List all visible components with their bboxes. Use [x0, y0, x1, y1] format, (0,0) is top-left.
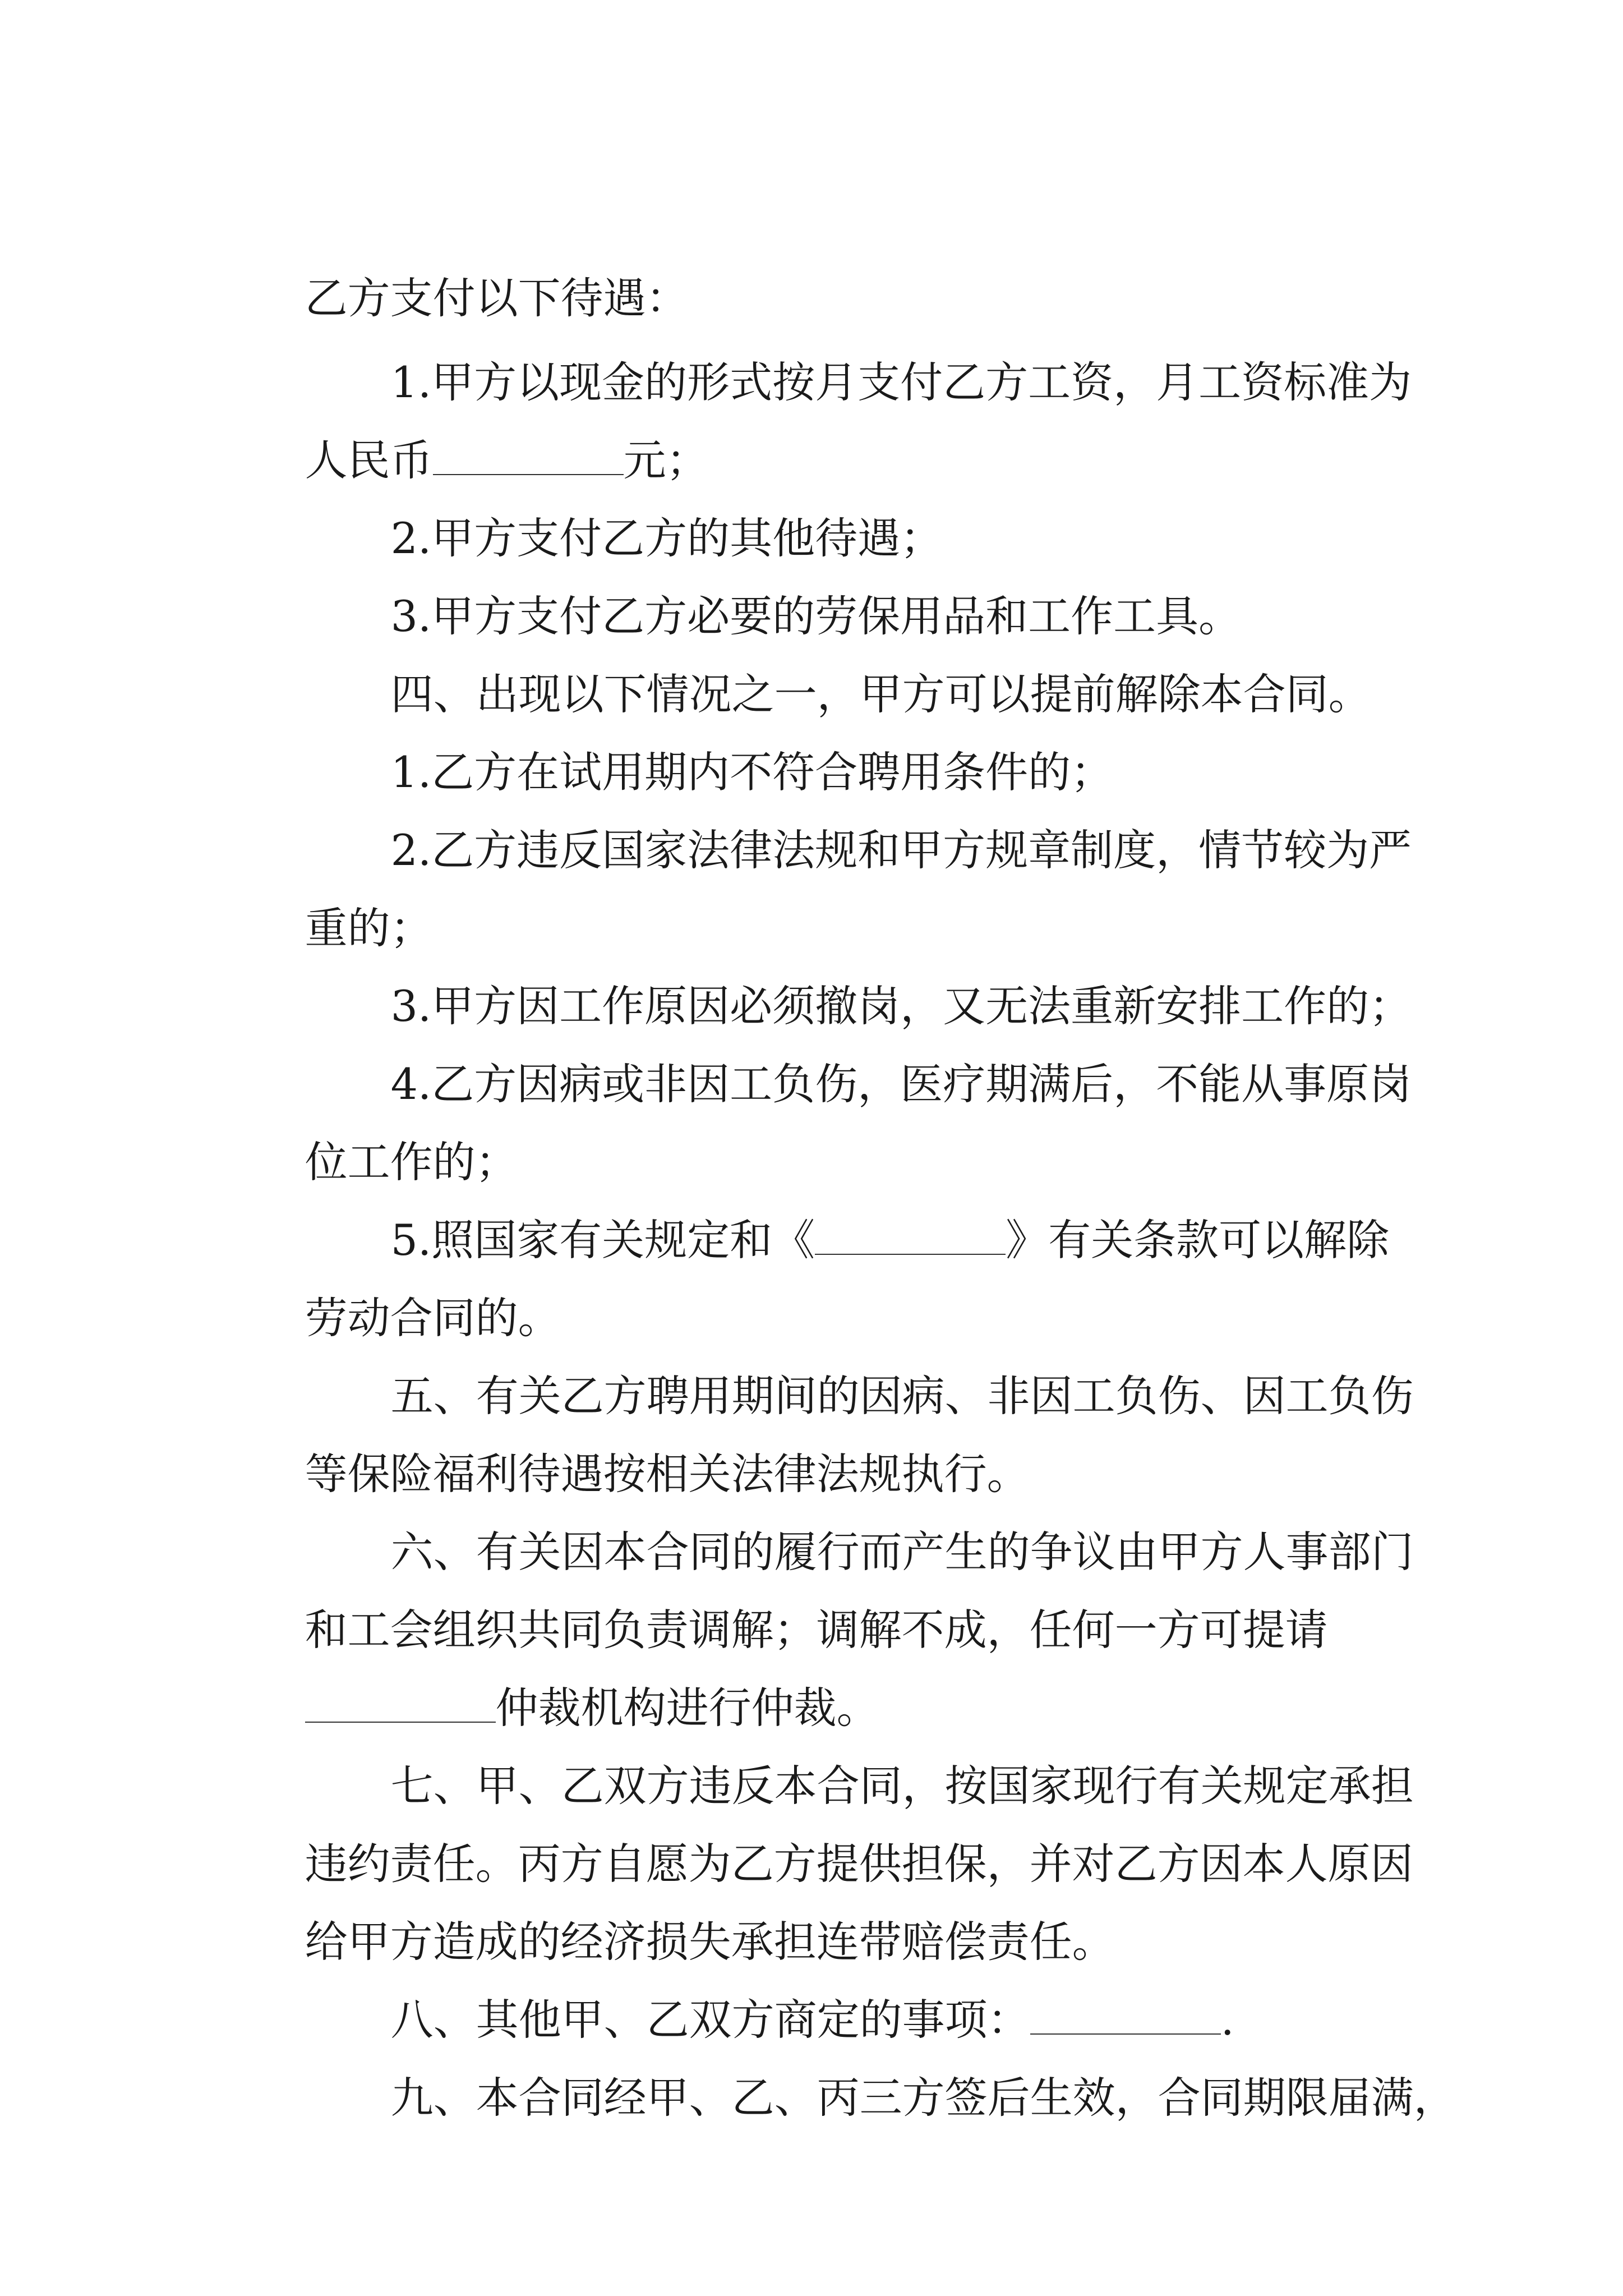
text-line: 四、出现以下情况之一，甲方可以提前解除本合同。 [390, 669, 1371, 719]
text-line: 位工作的； [305, 1137, 518, 1187]
text-line: 六、有关因本合同的履行而产生的争议由甲方人事部门 [390, 1527, 1414, 1577]
text-line: 五、有关乙方聘用期间的因病、非因工负伤、因工负伤 [390, 1371, 1414, 1421]
text-line: 重的； [305, 903, 433, 953]
text-line: 2.甲方支付乙方的其他待遇； [390, 513, 943, 563]
text-line: 劳动合同的。 [305, 1293, 561, 1343]
text-line: 3.甲方支付乙方必要的劳保用品和工作工具。 [390, 591, 1242, 641]
text-line: 5.照国家有关规定和《 》有关条款可以解除 [390, 1215, 1390, 1265]
text-line: 2.乙方违反国家法律法规和甲方规章制度，情节较为严 [390, 825, 1412, 875]
text-line: 乙方支付以下待遇： [305, 273, 689, 323]
text-line: 人民币 元； [305, 435, 709, 485]
text-line: 仲裁机构进行仲裁。 [251, 1616, 1623, 1677]
text-line: 违约责任。丙方自愿为乙方提供担保，并对乙方因本人原因 [305, 1839, 1413, 1889]
text-line: 和工会组织共同负责调解；调解不成，任何一方可提请 [305, 1605, 1328, 1655]
text-line: 1.甲方以现金的形式按月支付乙方工资，月工资标准为 [390, 357, 1412, 407]
text-line: 3.甲方因工作原因必须撤岗，又无法重新安排工作的； [390, 981, 1412, 1031]
text-line: 4.乙方因病或非因工负伤，医疗期满后，不能从事原岗 [390, 1059, 1412, 1109]
text-line: 给甲方造成的经济损失承担连带赔偿责任。 [305, 1917, 1115, 1967]
text-line: 八、其他甲、乙双方商定的事项： . [390, 1995, 1234, 2045]
text-line: 等保险福利待遇按相关法律法规执行。 [305, 1449, 1030, 1499]
text-line: 九、本合同经甲、乙、丙三方签后生效，合同期限届满， [390, 2073, 1456, 2123]
text-line: 七、甲、乙双方违反本合同，按国家现行有关规定承担 [390, 1761, 1414, 1811]
text-line: 1.乙方在试用期内不符合聘用条件的； [390, 747, 1114, 797]
